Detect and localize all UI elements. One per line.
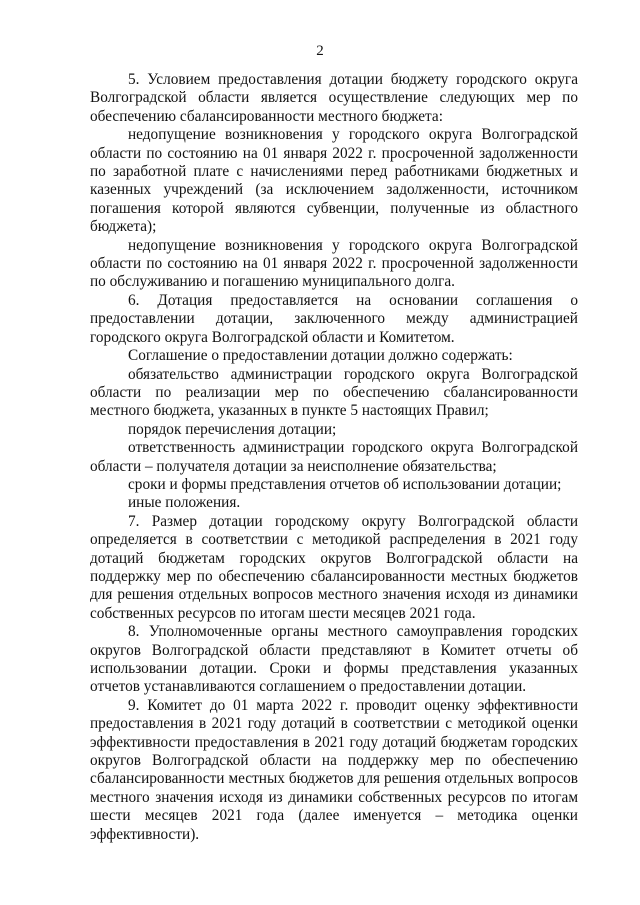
paragraph: порядок перечисления дотации; (128, 420, 337, 438)
paragraph: 9. Комитет до 01 марта 2022 г. проводит оценку эффективности предоставления в 2021 году дотаций в соответствии с методикой оценки эффективности предоставления в 2021 году дотаций бюджетам городских округов Волгоградской области на поддержку мер по обеспечению сбалансированности местных бюджетов для решения отдельных вопросов местного значения исходя из динамики собственных ресурсов по итогам шести месяцев 2021 года (далее именуется – методика оценки эффективности). (90, 696, 578, 843)
paragraph: обязательство администрации городского округа Волгоградской области по реализации мер по обеспечению сбалансированности местного бюджета, указанных в пункте 5 настоящих Правил; (90, 365, 578, 420)
paragraph: недопущение возникновения у городского округа Волгоградской области по состоянию на 01 января 2022 г. просроченной задолженности по заработной плате с начислениями перед работниками бюджетных и казенных учреждений (за исключением задолженности, источником погашения которой являются субвенции, полученные из областного бюджета); (90, 126, 578, 236)
paragraph: сроки и формы представления отчетов об использовании дотации; (128, 475, 562, 493)
paragraph: иные положения. (128, 494, 241, 512)
paragraph: недопущение возникновения у городского округа Волгоградской области по состоянию на 01 января 2022 г. просроченной задолженности по обслуживанию и погашению муниципального долга. (90, 236, 578, 291)
paragraph: 5. Условием предоставления дотации бюджету городского округа Волгоградской области является осуществление следующих мер по обеспечению сбалансированности местного бюджета: (90, 71, 578, 125)
paragraph: Соглашение о предоставлении дотации должно содержать: (128, 347, 513, 365)
paragraph: 6. Дотация предоставляется на основании соглашения о предоставлении дотации, заключенного между администрацией городского округа Волгоградской области и Комитетом. (90, 291, 578, 346)
paragraph: ответственность администрации городского округа Волгоградской области – получателя дотации за неисполнение обязательства; (90, 439, 578, 475)
paragraph: 7. Размер дотации городскому округу Волгоградской области определяется в соответствии с методикой распределения в 2021 году дотаций бюджетам городских округов Волгоградской области на поддержку мер по обеспечению сбалансированности местных бюджетов для решения отдельных вопросов местного значения исходя из динамики собственных ресурсов по итогам шести месяцев 2021 года. (90, 512, 578, 622)
paragraph: 8. Уполномоченные органы местного самоуправления городских округов Волгоградской области представляют в Комитет отчеты об использовании дотации. Сроки и формы представления указанных отчетов устанавливаются соглашением о предоставлении дотации. (90, 623, 578, 696)
page-number: 2 (316, 43, 324, 59)
document-body (90, 71, 578, 844)
